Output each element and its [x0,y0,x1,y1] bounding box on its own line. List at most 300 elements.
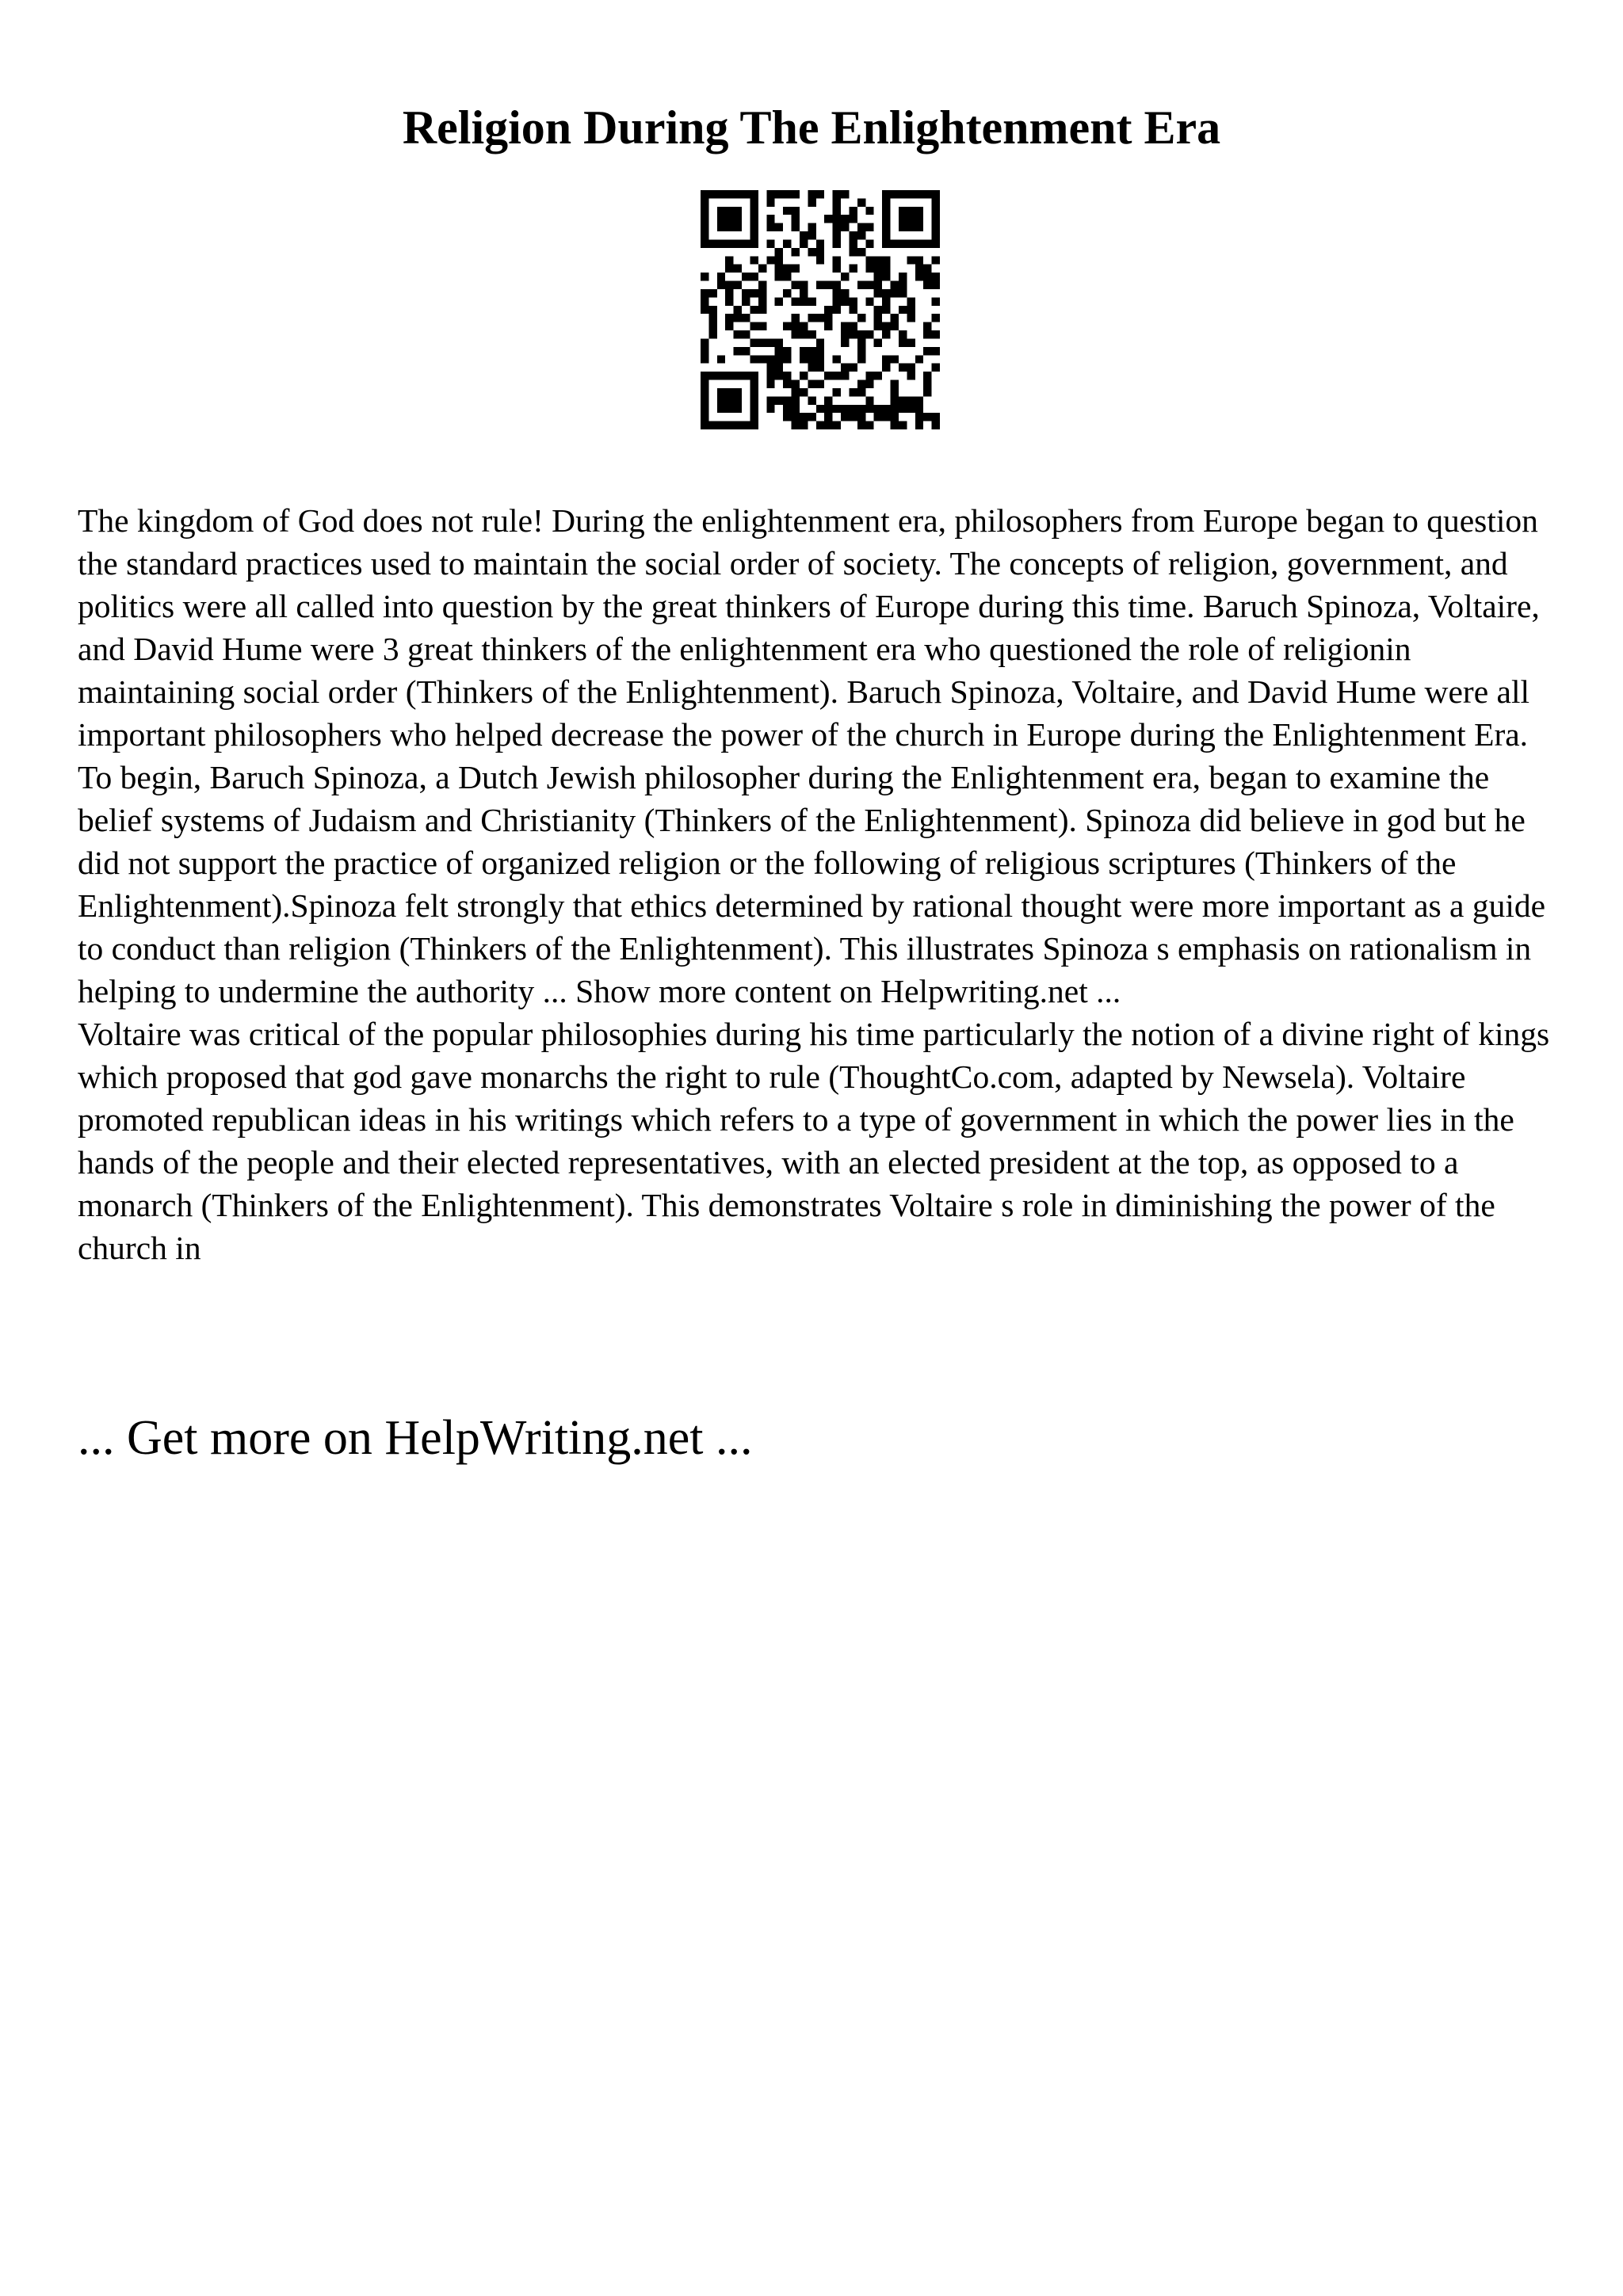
qr-module [841,215,849,223]
qr-module [800,289,808,297]
qr-module [701,239,708,247]
qr-module [808,248,815,256]
qr-module [734,405,742,413]
qr-module [874,405,882,413]
qr-module [816,248,824,256]
qr-module [891,322,899,330]
qr-module [833,388,841,396]
qr-module [725,289,733,297]
paragraph-spinoza: To begin, Baruch Spinoza, a Dutch Jewish philosopher during the Enlightenment era, began to examine the belief systems of Judaism and Christianity (Thinkers of the Enlightenment). Spinoza did believe in god but he did not support the practice of organized religion or the following of religious scriptures (Thinkers of the Enlightenment).Spinoza felt strongly that ethics determined by rational thought were more important as a guide to conduct than religion (Thinkers of the Enlightenment). This illustrates Spinoza s emphasis on rationalism in helping to undermine the authority ... Show more content on Helpwriting.net ... [78,759,1546,1009]
qr-module [899,281,907,289]
qr-module [932,239,940,247]
qr-module [783,396,791,404]
qr-module [899,223,907,231]
qr-module [725,215,733,223]
qr-module [766,215,774,223]
page-title: Religion During The Enlightenment Era [402,101,1221,154]
qr-module [750,306,758,314]
qr-module [874,273,882,280]
qr-module [816,364,824,372]
qr-module [758,355,766,363]
qr-module [750,207,758,215]
qr-module [800,347,808,355]
qr-module [792,421,800,429]
qr-module [708,372,716,379]
qr-module [833,256,841,264]
qr-module [717,372,725,379]
qr-module [907,314,915,322]
qr-module [874,322,882,330]
qr-module [800,355,808,363]
qr-module [932,273,940,280]
qr-module [923,380,931,388]
qr-module [865,223,873,231]
qr-module [792,297,800,305]
qr-module [865,396,873,404]
qr-module [915,223,923,231]
qr-module [865,281,873,289]
qr-module [915,405,923,413]
qr-module [932,207,940,215]
qr-module [857,248,865,256]
qr-module [923,239,931,247]
qr-module [717,215,725,223]
qr-module [899,289,907,297]
qr-module [841,297,849,305]
qr-module [808,355,815,363]
qr-module [923,372,931,379]
qr-module [783,273,791,280]
qr-module [833,372,841,379]
qr-module [882,207,890,215]
qr-module [800,231,808,239]
qr-module [891,405,899,413]
qr-module [891,421,899,429]
qr-module [717,281,725,289]
qr-module [841,190,849,198]
qr-module [816,281,824,289]
qr-module [701,405,708,413]
qr-module [734,190,742,198]
get-more-link[interactable]: ... Get more on HelpWriting.net ... [78,1411,753,1465]
qr-module [766,338,774,346]
qr-module [824,405,832,413]
qr-module [808,314,815,322]
qr-module [865,380,873,388]
qr-module [932,190,940,198]
qr-module [701,198,708,206]
qr-module [833,190,841,198]
qr-module [708,330,716,338]
qr-module [734,421,742,429]
qr-module [766,355,774,363]
qr-module [841,413,849,421]
qr-module [734,207,742,215]
qr-module [708,239,716,247]
qr-module [907,396,915,404]
qr-module [899,215,907,223]
qr-module [874,256,882,264]
qr-module [808,413,815,421]
qr-module [725,314,733,322]
qr-module [932,364,940,372]
qr-module [932,231,940,239]
qr-module [816,256,824,264]
qr-module [882,330,890,338]
qr-module [775,248,783,256]
qr-module [882,231,890,239]
qr-module [841,405,849,413]
qr-module [750,239,758,247]
qr-module [865,372,873,379]
qr-module [882,223,890,231]
qr-module [874,413,882,421]
qr-module [816,190,824,198]
qr-module [783,239,791,247]
qr-module [758,265,766,273]
qr-module [865,265,873,273]
qr-module [717,355,725,363]
qr-module [915,190,923,198]
qr-module [915,207,923,215]
qr-module [701,388,708,396]
qr-module [708,421,716,429]
qr-module [932,297,940,305]
qr-module [824,396,832,404]
qr-module [783,289,791,297]
qr-module [792,413,800,421]
qr-module [775,190,783,198]
qr-module [841,273,849,280]
qr-module [701,413,708,421]
qr-module [800,388,808,396]
qr-module [833,231,841,239]
qr-module [824,314,832,322]
qr-module [742,289,750,297]
qr-module [824,306,832,314]
qr-module [841,338,849,346]
qr-module [734,372,742,379]
qr-module [932,314,940,322]
qr-module [857,405,865,413]
qr-module [717,239,725,247]
qr-module [725,190,733,198]
qr-module [816,347,824,355]
qr-module [907,207,915,215]
qr-module [882,265,890,273]
qr-module [932,256,940,264]
qr-module [734,281,742,289]
qr-module [792,281,800,289]
qr-module [833,215,841,223]
qr-module [833,306,841,314]
qr-module [882,215,890,223]
qr-module [932,223,940,231]
qr-module [907,239,915,247]
qr-module [783,207,791,215]
qr-module [857,421,865,429]
qr-module [915,355,923,363]
qr-module [874,265,882,273]
qr-code-graphic [701,190,940,429]
qr-module [816,355,824,363]
qr-module [882,306,890,314]
qr-module [766,256,774,264]
qr-module [725,265,733,273]
qr-module [857,388,865,396]
qr-module [750,405,758,413]
qr-module [849,248,857,256]
qr-module [833,281,841,289]
qr-module [800,281,808,289]
qr-module [915,396,923,404]
qr-module [701,190,708,198]
qr-module [750,388,758,396]
qr-module [734,265,742,273]
qr-module [783,355,791,363]
qr-module [734,215,742,223]
qr-module [907,306,915,314]
qr-module [891,281,899,289]
qr-module [907,215,915,223]
qr-module [701,273,708,280]
qr-module [849,297,857,305]
qr-module [932,281,940,289]
qr-module [766,396,774,404]
qr-module [766,364,774,372]
qr-module [865,421,873,429]
qr-module [824,281,832,289]
qr-module [833,297,841,305]
qr-module [907,190,915,198]
qr-module [742,421,750,429]
qr-module [891,314,899,322]
qr-module [792,265,800,273]
qr-module [792,215,800,223]
qr-module [882,256,890,264]
qr-module [874,372,882,379]
qr-module [808,231,815,239]
qr-module [701,231,708,239]
qr-module [775,355,783,363]
qr-module [857,380,865,388]
qr-module [717,273,725,280]
qr-module [808,223,815,231]
qr-module [824,372,832,379]
qr-module [758,289,766,297]
qr-module [750,355,758,363]
qr-module [882,289,890,297]
qr-module [808,347,815,355]
qr-module [899,207,907,215]
qr-module [882,364,890,372]
qr-module [932,198,940,206]
qr-module [857,330,865,338]
qr-module [915,273,923,280]
qr-module [750,396,758,404]
qr-module [701,380,708,388]
qr-module [701,223,708,231]
qr-module [923,330,931,338]
qr-module [808,364,815,372]
qr-module [899,190,907,198]
qr-module [849,231,857,239]
qr-module [907,297,915,305]
qr-module [725,396,733,404]
qr-module [874,314,882,322]
qr-module [849,207,857,215]
qr-module [758,338,766,346]
qr-module [725,297,733,305]
qr-module [824,413,832,421]
qr-module [923,413,931,421]
qr-module [725,207,733,215]
qr-module [750,215,758,223]
qr-module [833,265,841,273]
qr-module [717,223,725,231]
qr-module [874,289,882,297]
qr-module [725,256,733,264]
qr-module [882,355,890,363]
qr-module [816,338,824,346]
qr-module [750,231,758,239]
qr-module [841,223,849,231]
qr-module [734,347,742,355]
qr-module [882,190,890,198]
qr-module [725,372,733,379]
qr-module [816,239,824,247]
qr-module [792,190,800,198]
qr-module [800,330,808,338]
qr-module [849,306,857,314]
qr-module [932,330,940,338]
qr-module [758,306,766,314]
qr-module [750,198,758,206]
qr-module [734,388,742,396]
qr-module [849,265,857,273]
qr-module [865,207,873,215]
qr-module [882,322,890,330]
qr-module [915,265,923,273]
qr-module [783,265,791,273]
qr-module [865,239,873,247]
body-text [78,499,1560,1269]
qr-module [849,364,857,372]
qr-module [899,396,907,404]
qr-module [882,273,890,280]
qr-module [792,380,800,388]
qr-code-icon [701,190,940,429]
qr-module [816,314,824,322]
qr-module [849,330,857,338]
qr-module [891,289,899,297]
qr-module [857,223,865,231]
qr-module [717,421,725,429]
qr-module [742,372,750,379]
qr-module [874,306,882,314]
qr-module [841,330,849,338]
qr-module [701,355,708,363]
qr-module [775,347,783,355]
qr-module [734,314,742,322]
qr-module [808,198,815,206]
qr-module [734,396,742,404]
qr-module [758,322,766,330]
qr-module [857,355,865,363]
qr-module [874,338,882,346]
qr-module [701,421,708,429]
qr-module [907,223,915,231]
qr-module [800,421,808,429]
qr-module [857,314,865,322]
qr-module [742,297,750,305]
qr-module [899,273,907,280]
qr-module [708,306,716,314]
qr-module [717,190,725,198]
qr-module [701,297,708,305]
qr-module [899,364,907,372]
qr-module [907,338,915,346]
qr-module [849,405,857,413]
qr-module [792,322,800,330]
qr-module [708,322,716,330]
qr-module [833,223,841,231]
qr-module [750,413,758,421]
qr-module [857,413,865,421]
qr-module [734,239,742,247]
qr-module [808,190,815,198]
qr-module [932,215,940,223]
qr-module [708,314,716,322]
qr-module [932,413,940,421]
qr-module [766,405,774,413]
qr-module [899,338,907,346]
qr-module [833,198,841,206]
qr-module [800,239,808,247]
qr-module [824,215,832,223]
qr-module [708,289,716,297]
qr-module [766,239,774,247]
qr-module [857,231,865,239]
qr-module [899,421,907,429]
qr-module [824,322,832,330]
qr-module [923,347,931,355]
qr-module [725,388,733,396]
qr-module [725,322,733,330]
qr-module [775,273,783,280]
qr-module [841,322,849,330]
qr-module [849,215,857,223]
qr-module [725,223,733,231]
qr-module [907,364,915,372]
qr-module [891,239,899,247]
paragraph-voltaire: Voltaire was critical of the popular philosophies during his time particularly the notion of a divine right of kings which proposed that god gave monarchs the right to rule (ThoughtCo.com, adapted by Newsela). Voltaire promoted republican ideas in his writings which refers to a type of government in which the power lies in the hands of the people and their elected representatives, with an elected president at the top, as opposed to a monarch (Thinkers of the Enlightenment). This demonstrates Voltaire s role in diminishing the power of the church in [78,1016,1550,1266]
qr-module [775,297,783,305]
qr-module [808,297,815,305]
qr-module [891,190,899,198]
qr-module [915,239,923,247]
qr-module [783,380,791,388]
qr-module [891,380,899,388]
qr-module [775,256,783,264]
qr-module [923,281,931,289]
qr-module [750,322,758,330]
qr-module [865,330,873,338]
paragraph-intro: The kingdom of God does not rule! During the enlightenment era, philosophers from Europe began to question the standard practices used to maintain the social order of society. The concepts of religion, government, and politics were all called into question by the great thinkers of Europe during this time. Baruch Spinoza, Voltaire, and David Hume were 3 great thinkers of the enlightenment era who questioned the role of religionin maintaining social order (Thinkers of the Enlightenment). Baruch Spinoza, Voltaire, and David Hume were all important philosophers who helped decrease the power of the church in Europe during the Enlightenment Era. [78,502,1540,753]
qr-module [734,330,742,338]
qr-module [899,306,907,314]
qr-module [742,273,750,280]
